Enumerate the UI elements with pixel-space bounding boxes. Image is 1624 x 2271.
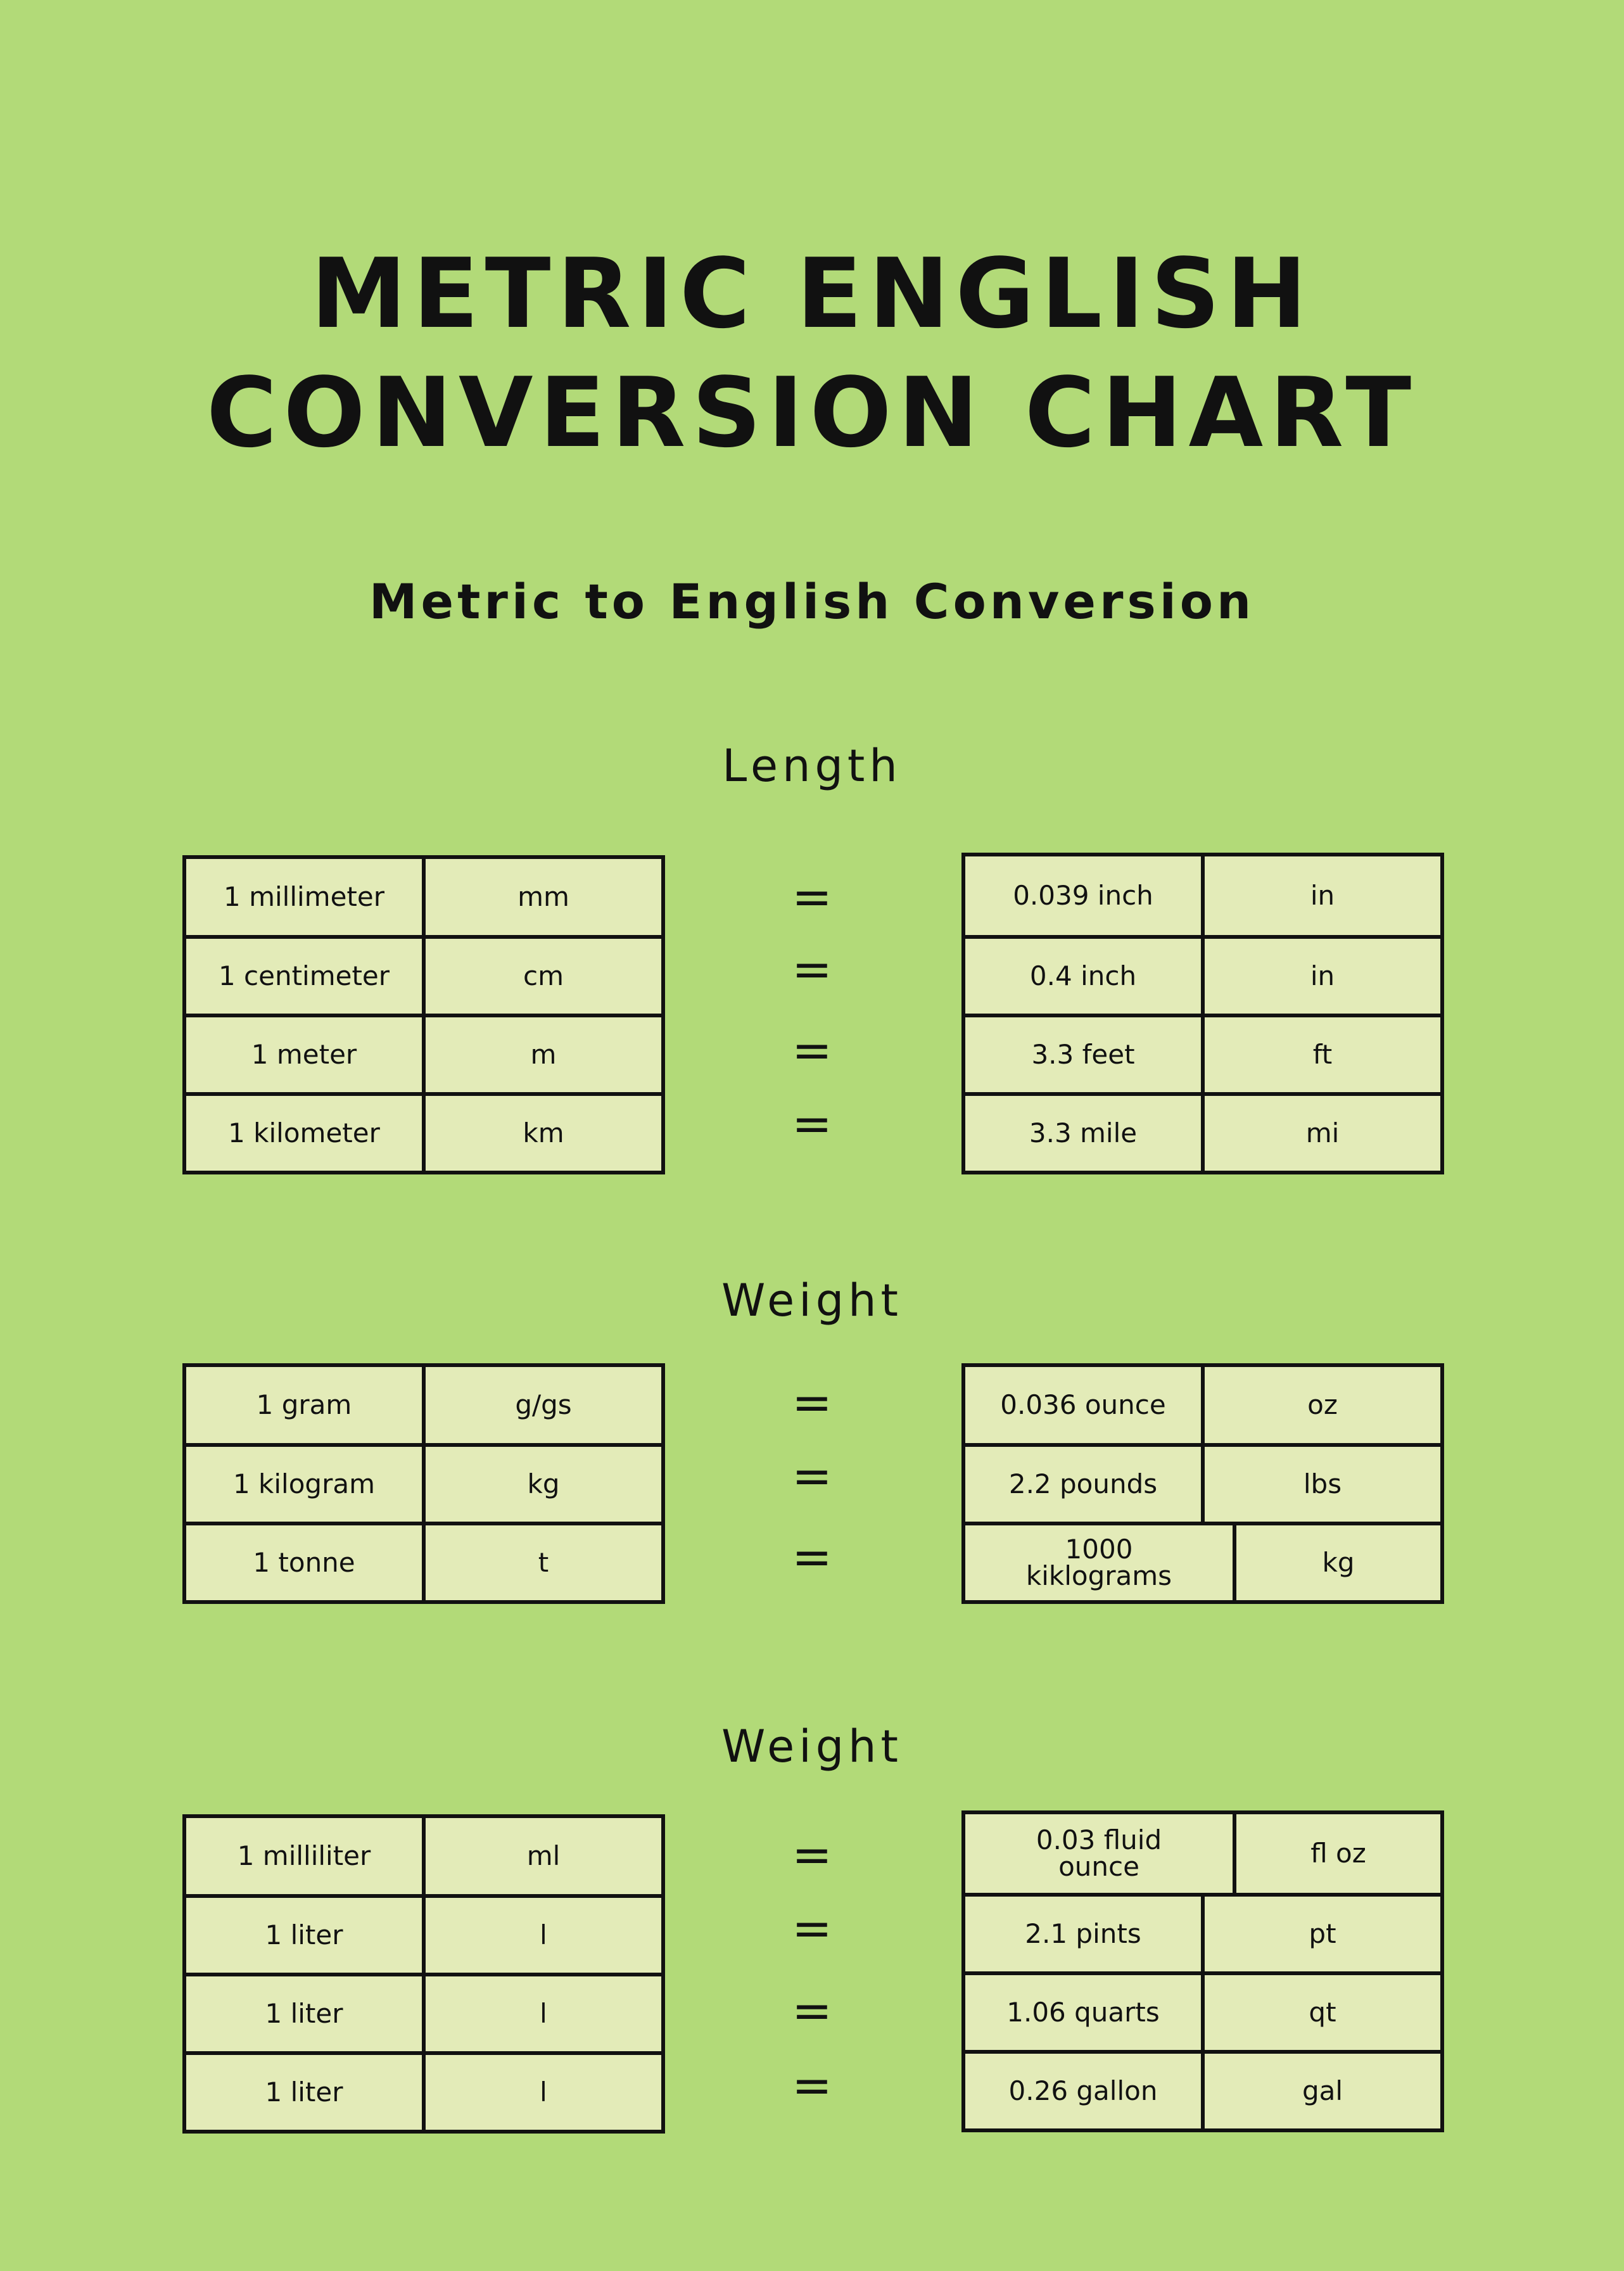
metric-quantity: 1 millimeter [224,881,384,912]
table-row [186,1014,661,1092]
metric-table-volume [182,1814,665,2134]
english-unit: ft [1201,1017,1440,1092]
table-row [965,1092,1440,1171]
title-line-1: METRIC ENGLISH [310,238,1314,350]
table-row [965,935,1440,1014]
equals-sign: = [792,1447,832,1504]
english-table-weight [961,1363,1444,1604]
equals-sign: = [792,1095,832,1152]
table-row [965,2050,1440,2128]
english-unit: in [1201,856,1440,935]
metric-unit: l [422,1976,661,2051]
equals-sign: = [792,1529,832,1585]
english-unit: pt [1201,1897,1440,1971]
metric-unit: cm [422,939,661,1014]
table-row [965,1522,1440,1600]
table-row [965,1443,1440,1522]
section-heading-length: Length [722,740,902,792]
english-quantity: 3.3 feet [1031,1039,1135,1070]
english-unit: oz [1201,1367,1440,1443]
table-row [965,1814,1440,1893]
table-row [186,1522,661,1600]
english-unit: gal [1201,2054,1440,2128]
table-row [186,1092,661,1171]
metric-quantity: 1 milliliter [237,1840,371,1871]
equals-sign: = [792,1826,832,1883]
title-line-2: CONVERSION CHART [206,357,1418,469]
english-unit: qt [1201,1975,1440,2050]
table-row [965,1893,1440,1971]
table-row [186,1818,661,1894]
english-quantity: 2.1 pints [1025,1918,1141,1949]
equals-sign: = [792,1982,832,2039]
english-quantity: 0.036 ounce [1000,1389,1166,1420]
metric-quantity: 1 tonne [253,1547,355,1578]
table-row [965,1014,1440,1092]
table-row [186,1443,661,1522]
metric-unit: mm [422,859,661,935]
metric-unit: m [422,1017,661,1092]
metric-quantity: 1 liter [265,1998,343,2029]
english-unit: kg [1233,1525,1440,1600]
english-quantity: 3.3 mile [1029,1117,1138,1148]
english-table-volume [961,1810,1444,2132]
english-quantity: 0.4 inch [1029,960,1137,991]
table-row [186,1973,661,2051]
section-heading-weight: Weight [721,1275,903,1326]
metric-unit: km [422,1096,661,1171]
equals-sign: = [792,868,832,925]
metric-unit: l [422,1898,661,1973]
equals-sign: = [792,941,832,997]
equals-sign: = [792,1900,832,1956]
english-unit: fl oz [1233,1814,1440,1893]
metric-quantity: 1 liter [265,2077,343,2108]
table-row [965,856,1440,935]
metric-quantity: 1 kilometer [228,1117,380,1148]
english-quantity: 2.2 pounds [1008,1468,1158,1499]
table-row [186,859,661,935]
table-row [186,1367,661,1443]
metric-quantity: 1 gram [256,1389,352,1420]
metric-table-length [182,855,665,1174]
metric-unit: g/gs [422,1367,661,1443]
equals-sign: = [792,1374,832,1430]
table-row [186,1894,661,1973]
metric-unit: ml [422,1818,661,1894]
english-quantity: 1.06 quarts [1006,1997,1160,2028]
metric-quantity: 1 kilogram [232,1468,375,1499]
section-heading-volume: Weight [721,1721,903,1772]
english-quantity: 0.26 gallon [1008,2075,1158,2106]
table-row [965,1367,1440,1443]
english-unit: in [1201,939,1440,1014]
table-row [965,1971,1440,2050]
subtitle: Metric to English Conversion [369,573,1255,630]
table-row [186,935,661,1014]
metric-unit: kg [422,1447,661,1522]
metric-quantity: 1 meter [251,1039,357,1070]
english-quantity: 0.03 fluid ounce [1036,1824,1162,1882]
equals-sign: = [792,2057,832,2113]
metric-table-weight [182,1363,665,1604]
metric-quantity: 1 liter [265,1919,343,1950]
metric-quantity: 1 centimeter [218,960,390,991]
english-unit: mi [1201,1096,1440,1171]
english-unit: lbs [1201,1447,1440,1522]
english-table-length [961,853,1444,1174]
metric-unit: t [422,1525,661,1600]
table-row [186,2051,661,2130]
metric-unit: l [422,2055,661,2130]
english-quantity: 0.039 inch [1013,880,1153,911]
english-quantity: 1000 kiklograms [1025,1534,1172,1591]
equals-sign: = [792,1022,832,1078]
page-title [0,234,1624,473]
